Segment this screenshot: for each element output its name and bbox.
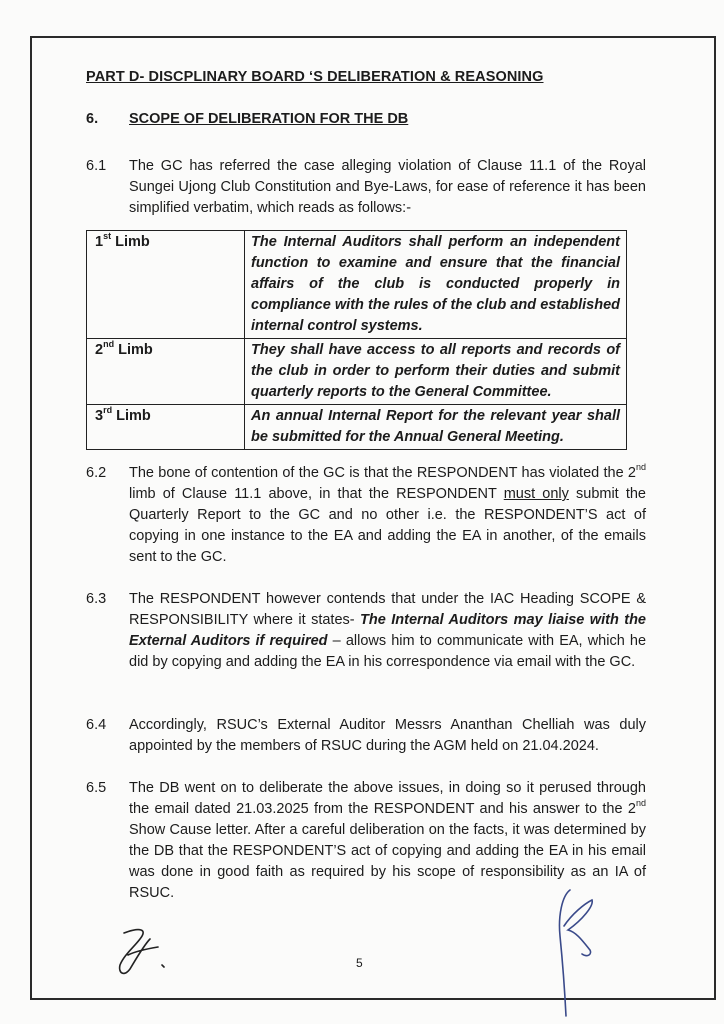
signature-right	[548, 886, 608, 1020]
part-heading: PART D- DISCPLINARY BOARD ‘S DELIBERATION & REASONING	[86, 69, 544, 85]
limb-label: 3rd Limb	[87, 405, 245, 450]
limb-text: They shall have access to all reports and records of the club in order to perform their duties and submit quarterly reports to the General Committee.	[245, 339, 627, 405]
paragraph-text: The DB went on to deliberate the above issues, in doing so it perused through the email dated 21.03.2025 from the RESPONDENT and his answer to the 2nd Show Cause letter. After a careful deliberation on the facts, it was determined by the DB that the RESPONDENT’S act of copying and adding the EA in his email was done in good faith as required by his scope of responsibility as an IA of RSUC.	[129, 780, 646, 901]
paragraph-number: 6.4	[86, 717, 107, 733]
paragraph-text: The RESPONDENT however contends that under the IAC Heading SCOPE & RESPONSIBILITY where it states- The Internal Auditors may liaise with the External Auditors if required – allows him to communicate with EA, which he did by copying and adding the EA in his correspondence via email with the GC.	[129, 591, 647, 670]
table-row	[87, 339, 627, 405]
paragraph-number: 6.2	[86, 465, 107, 481]
limb-text: An annual Internal Report for the relevant year shall be submitted for the Annual General Meeting.	[245, 405, 627, 450]
section-number: 6.	[86, 111, 99, 127]
paragraph-text: Accordingly, RSUC’s External Auditor Messrs Ananthan Chelliah was duly appointed by the members of RSUC during the AGM held on 21.04.2024.	[129, 717, 646, 754]
emphasis-underline: must only	[503, 486, 569, 502]
quoted-clause: The Internal Auditors may liaise with the External Auditors if required	[129, 612, 646, 649]
table-row	[87, 405, 627, 450]
limb-label: 1st Limb	[87, 231, 245, 339]
page-number: 5	[356, 956, 363, 970]
section-title: SCOPE OF DELIBERATION FOR THE DB	[129, 111, 409, 127]
signature-left	[110, 925, 180, 985]
paragraph-text: The GC has referred the case alleging violation of Clause 11.1 of the Royal Sungei Ujong Club Constitution and Bye-Laws, for ease of reference it has been simplified verbatim, which reads as follows:-	[129, 158, 646, 216]
table-row	[87, 231, 627, 339]
paragraph-6-1	[86, 156, 646, 219]
paragraph-text: The bone of contention of the GC is that the RESPONDENT has violated the 2nd limb of Clause 11.1 above, in that the RESPONDENT must only submit the Quarterly Report to the GC and no other i.e. the RESPONDENT’S act of copying in one instance to the EA and adding the EA in another, of the emails sent to the GC.	[129, 462, 646, 565]
clause-limbs-table	[86, 230, 627, 450]
paragraph-6-3	[86, 589, 646, 673]
limb-text: The Internal Auditors shall perform an independent function to examine and ensure that the financial affairs of the club is conducted properly in compliance with the rules of the club and established internal control systems.	[245, 231, 627, 339]
limb-label: 2nd Limb	[87, 339, 245, 405]
paragraph-6-4	[86, 715, 646, 757]
paragraph-6-2	[86, 463, 646, 568]
paragraph-number: 6.5	[86, 780, 107, 796]
paragraph-number: 6.3	[86, 591, 107, 607]
paragraph-number: 6.1	[86, 158, 107, 174]
